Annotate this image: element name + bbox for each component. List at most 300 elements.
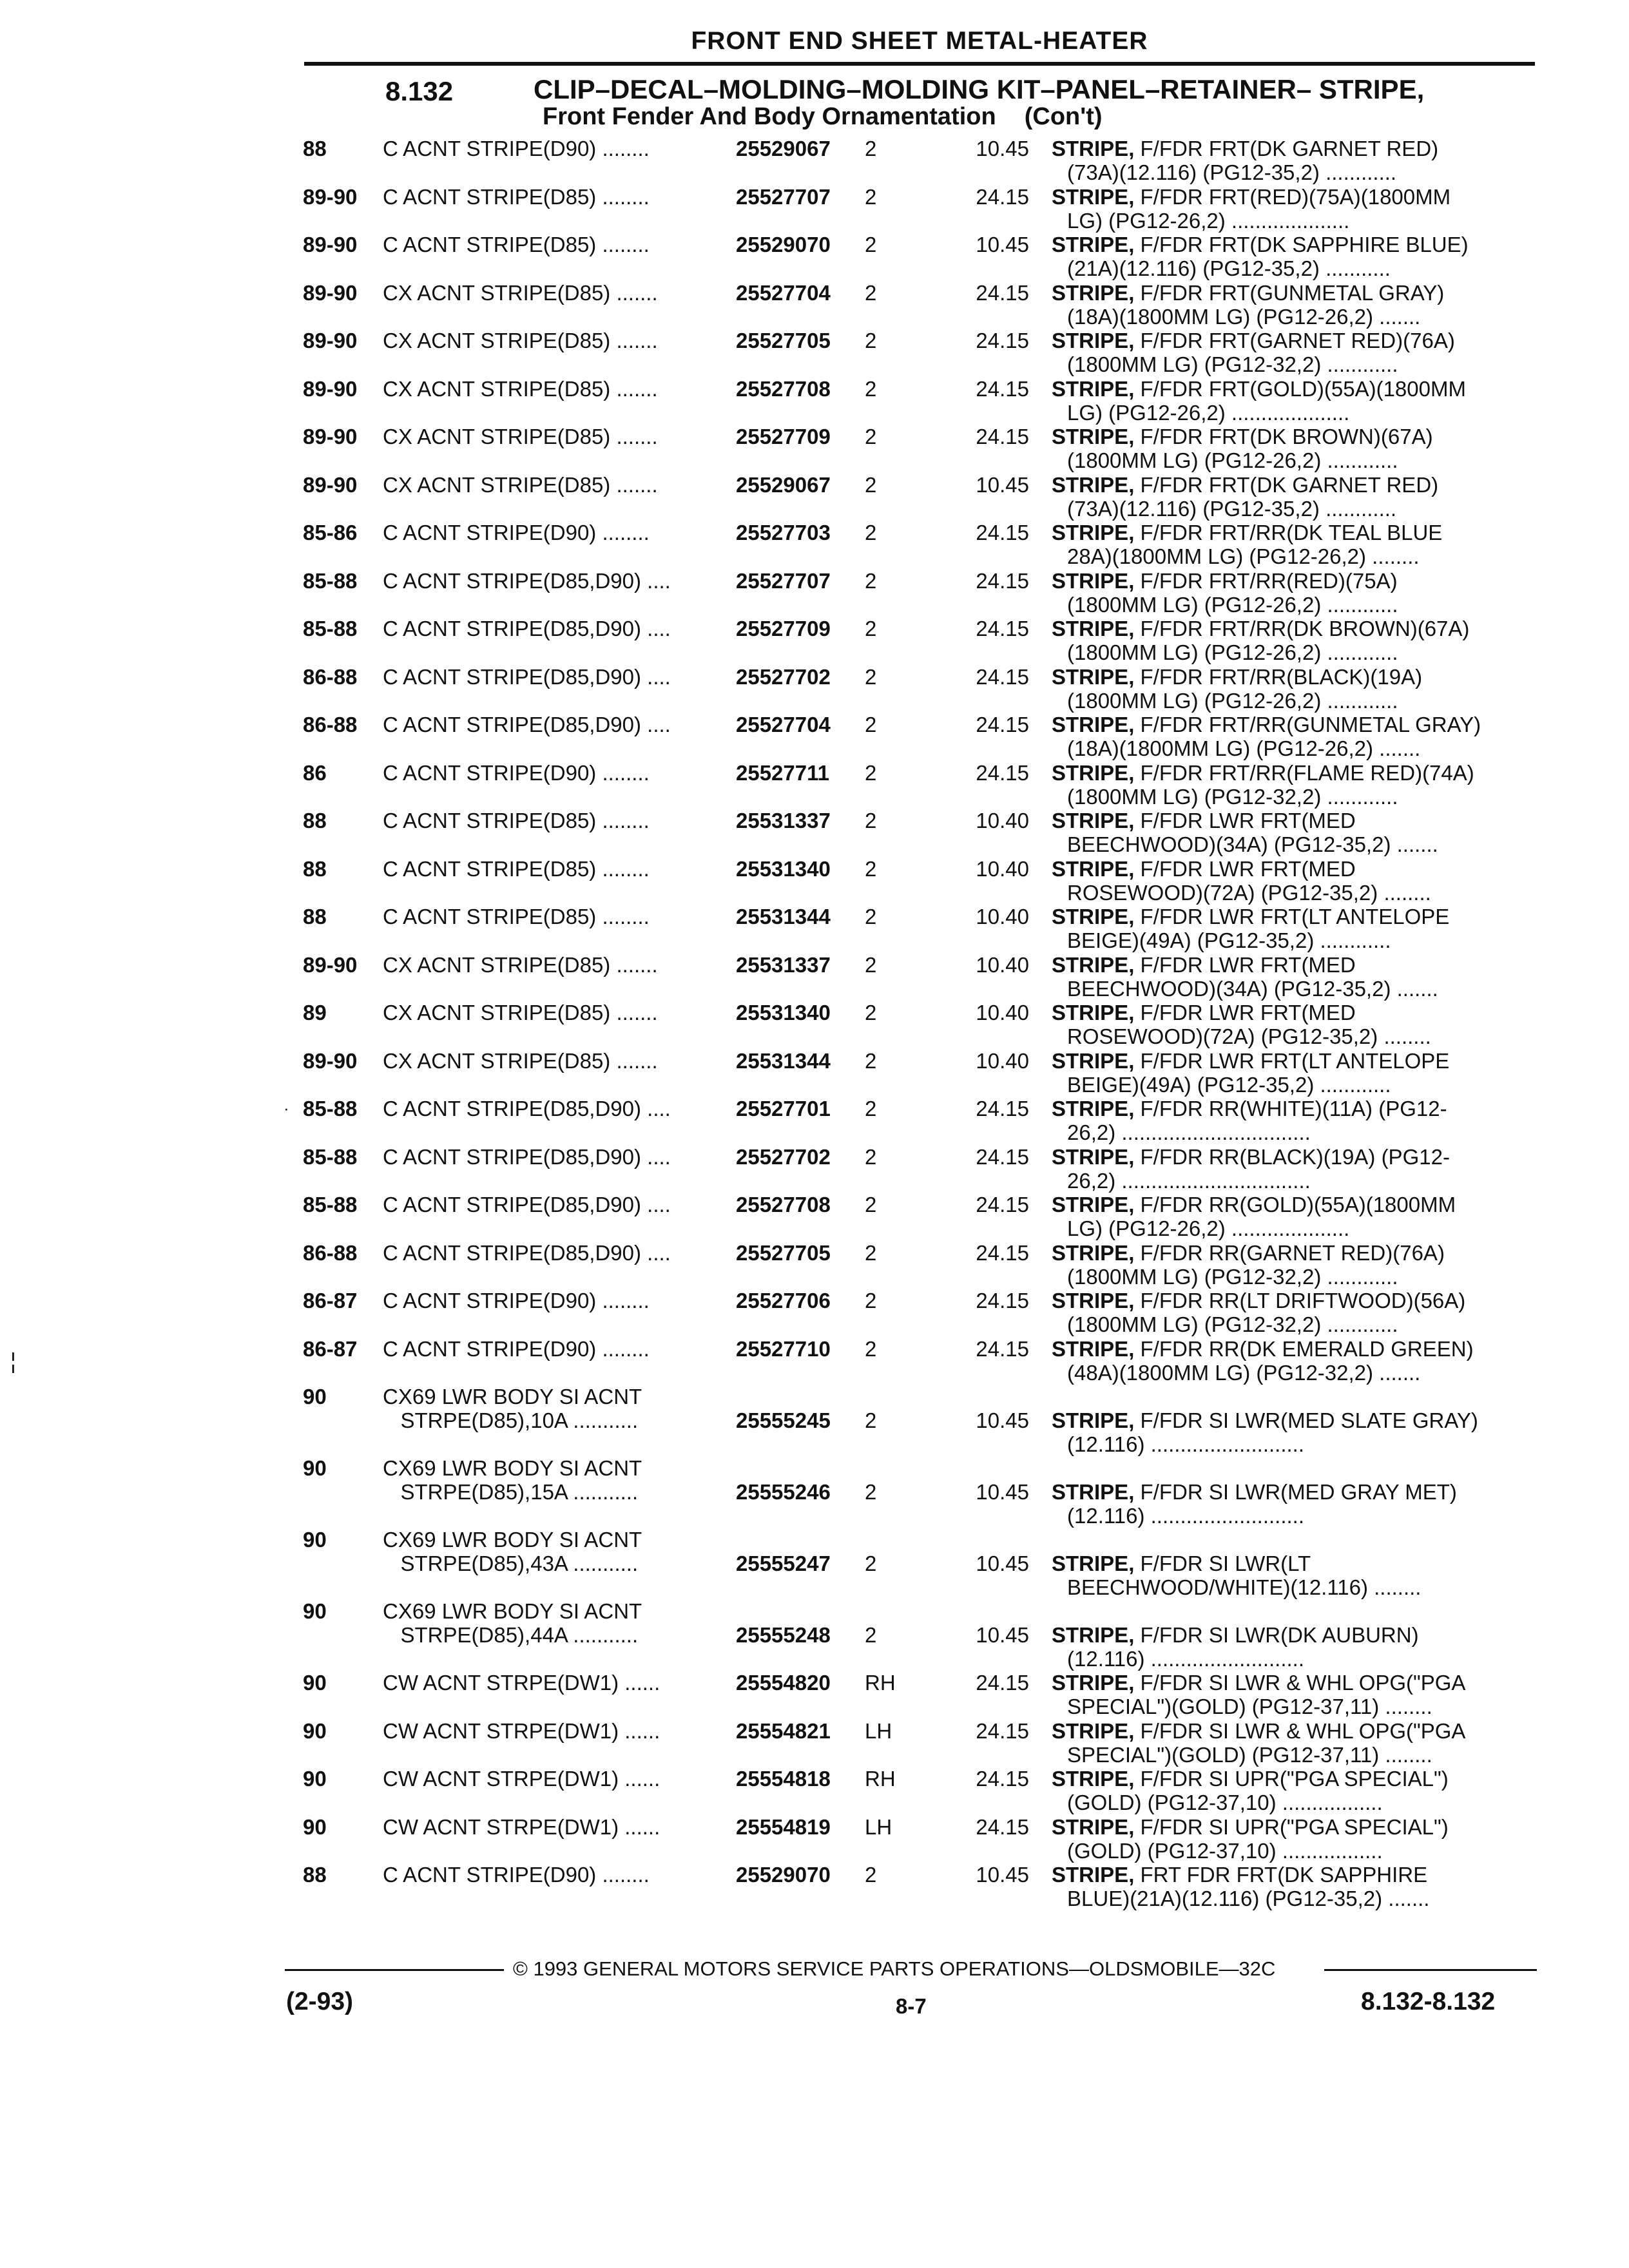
description-keyword: STRIPE, xyxy=(1052,1767,1135,1791)
model-year: 88 xyxy=(303,856,327,881)
description xyxy=(1052,809,1541,856)
description-text: F/FDR RR(DK EMERALD GREEN) xyxy=(1134,1336,1474,1361)
model-year: 89-90 xyxy=(303,184,358,209)
description xyxy=(1052,1480,1541,1528)
description-text: F/FDR FRT(DK GARNET RED) xyxy=(1134,472,1439,497)
section-number: 8.132 xyxy=(385,76,454,106)
quantity: 2 xyxy=(865,1144,877,1169)
description-text: F/FDR FRT/RR(DK TEAL BLUE xyxy=(1134,521,1443,544)
description-text: FRT FDR FRT(DK SAPPHIRE xyxy=(1134,1863,1428,1887)
application-code xyxy=(383,425,736,448)
part-number: 25527701 xyxy=(736,1097,831,1120)
description-text: F/FDR FRT(DK SAPPHIRE BLUE) xyxy=(1134,233,1469,256)
description xyxy=(1052,473,1541,521)
part-number: 25527705 xyxy=(736,329,831,352)
description-keyword: STRIPE, xyxy=(1052,1480,1135,1504)
description-text: F/FDR FRT/RR(BLACK)(19A) xyxy=(1134,664,1423,689)
application-code-text: C ACNT STRIPE(D90) ........ xyxy=(383,521,650,544)
part-number: 25529070 xyxy=(736,233,831,256)
description xyxy=(1052,1337,1541,1385)
application-code xyxy=(383,473,736,497)
application-code-line1: CX69 LWR BODY SI ACNT xyxy=(383,1385,642,1408)
price: 24.15 xyxy=(976,1336,1029,1361)
list-item xyxy=(298,281,1541,329)
description xyxy=(1052,1815,1541,1863)
list-item xyxy=(298,377,1541,425)
list-item xyxy=(298,1815,1541,1863)
application-code-text: C ACNT STRIPE(D85,D90) .... xyxy=(383,1240,671,1265)
description-line2: ROSEWOOD)(72A) (PG12-35,2) ........ xyxy=(1067,1024,1431,1048)
list-item xyxy=(298,473,1541,521)
description-text: F/FDR LWR FRT(MED xyxy=(1134,856,1356,881)
application-code-line1: CX69 LWR BODY SI ACNT xyxy=(383,1456,642,1480)
description-line2: (1800MM LG) (PG12-26,2) ............ xyxy=(1067,592,1398,617)
list-item xyxy=(298,1719,1541,1767)
model-year: 85-88 xyxy=(303,617,358,640)
description-keyword: STRIPE, xyxy=(1052,1240,1135,1265)
list-item xyxy=(298,1767,1541,1815)
model-year: 89-90 xyxy=(303,329,358,352)
quantity: 2 xyxy=(865,1480,877,1504)
part-number: 25529067 xyxy=(736,472,831,497)
application-code xyxy=(383,1767,736,1791)
price: 24.15 xyxy=(976,1289,1029,1312)
application-code xyxy=(383,1289,736,1312)
quantity: 2 xyxy=(865,425,877,448)
list-item xyxy=(298,329,1541,377)
application-code-text: C ACNT STRIPE(D85) ........ xyxy=(383,233,650,256)
description-keyword: STRIPE, xyxy=(1052,617,1135,640)
description-line1 xyxy=(1052,857,1541,881)
application-code xyxy=(383,1719,736,1743)
price: 24.15 xyxy=(976,1814,1029,1839)
description-line2: (GOLD) (PG12-37,10) ................. xyxy=(1067,1791,1383,1814)
description xyxy=(1052,905,1541,952)
application-code xyxy=(383,1671,736,1695)
model-year: 88 xyxy=(303,809,327,832)
list-item xyxy=(298,953,1541,1001)
description-line1 xyxy=(1052,1719,1541,1743)
description-text: F/FDR SI LWR(MED SLATE GRAY) xyxy=(1134,1408,1478,1432)
description-line2: (18A)(1800MM LG) (PG12-26,2) ....... xyxy=(1067,304,1421,329)
description-line2: BEECHWOOD)(34A) (PG12-35,2) ....... xyxy=(1067,976,1438,1001)
application-code xyxy=(383,1599,736,1647)
description-keyword: STRIPE, xyxy=(1052,376,1135,401)
description-line1 xyxy=(1052,905,1541,928)
description-line1 xyxy=(1052,137,1541,160)
description-text: F/FDR FRT/RR(RED)(75A) xyxy=(1134,568,1398,593)
application-code-text: CX ACNT STRIPE(D85) ....... xyxy=(383,425,658,448)
part-number: 25555247 xyxy=(736,1552,831,1575)
application-code xyxy=(383,953,736,977)
model-year: 89-90 xyxy=(303,233,358,256)
description-line2: (1800MM LG) (PG12-32,2) ............ xyxy=(1067,1264,1398,1289)
quantity: 2 xyxy=(865,1623,877,1647)
description-line2: 26,2) ................................ xyxy=(1067,1120,1311,1144)
quantity: 2 xyxy=(865,1001,877,1024)
description-keyword: STRIPE, xyxy=(1052,952,1135,977)
price: 10.45 xyxy=(976,1480,1029,1504)
description-text: F/FDR SI LWR(LT xyxy=(1134,1552,1311,1575)
description-keyword: STRIPE, xyxy=(1052,1144,1135,1169)
application-code-text: C ACNT STRIPE(D90) ........ xyxy=(383,1863,650,1887)
description xyxy=(1052,377,1541,425)
model-year: 90 xyxy=(303,1671,327,1695)
list-item xyxy=(298,1337,1541,1385)
description xyxy=(1052,1863,1541,1910)
part-number: 25554820 xyxy=(736,1671,831,1695)
application-code xyxy=(383,1049,736,1073)
footer-section-range: 8.132-8.132 xyxy=(1361,1988,1496,2015)
application-code xyxy=(383,1337,736,1361)
description-text: F/FDR RR(GOLD)(55A)(1800MM xyxy=(1134,1193,1456,1216)
price: 24.15 xyxy=(976,1144,1029,1169)
model-year: 90 xyxy=(303,1456,327,1480)
application-code xyxy=(383,905,736,928)
part-number: 25527705 xyxy=(736,1240,831,1265)
application-code xyxy=(383,377,736,401)
part-number: 25531337 xyxy=(736,809,831,832)
description-line1 xyxy=(1052,1671,1541,1695)
model-year: 90 xyxy=(303,1599,327,1623)
description-line2: BEECHWOOD/WHITE)(12.116) ........ xyxy=(1067,1575,1422,1599)
model-year: 88 xyxy=(303,905,327,928)
description-keyword: STRIPE, xyxy=(1052,713,1135,736)
part-number: 25555245 xyxy=(736,1408,831,1432)
description-text: F/FDR FRT(GOLD)(55A)(1800MM xyxy=(1134,376,1466,401)
part-number: 25527707 xyxy=(736,184,831,209)
description-line1 xyxy=(1052,1337,1541,1361)
application-code-text: CX ACNT STRIPE(D85) ....... xyxy=(383,329,658,352)
footer-rule-right xyxy=(1324,1969,1537,1971)
description-keyword: STRIPE, xyxy=(1052,1048,1135,1073)
list-item xyxy=(298,1863,1541,1911)
description xyxy=(1052,1767,1541,1814)
application-code-text: CW ACNT STRPE(DW1) ...... xyxy=(383,1767,660,1791)
price: 24.15 xyxy=(976,329,1029,352)
description-text: F/FDR LWR FRT(MED xyxy=(1134,809,1356,832)
description xyxy=(1052,1193,1541,1240)
part-number: 25531337 xyxy=(736,952,831,977)
section-title-cont: (Con't) xyxy=(1024,103,1103,130)
application-code-text: CX ACNT STRIPE(D85) ....... xyxy=(383,1001,658,1024)
application-code xyxy=(383,1097,736,1120)
quantity: 2 xyxy=(865,137,877,160)
price: 10.40 xyxy=(976,809,1029,832)
description-keyword: STRIPE, xyxy=(1052,280,1135,305)
quantity: 2 xyxy=(865,713,877,736)
application-code-text: C ACNT STRIPE(D85) ........ xyxy=(383,856,650,881)
description xyxy=(1052,281,1541,329)
model-year: 89-90 xyxy=(303,425,358,448)
description-line1 xyxy=(1052,569,1541,593)
price: 24.15 xyxy=(976,521,1029,544)
description-line1 xyxy=(1052,281,1541,305)
application-code xyxy=(383,1241,736,1265)
description-text: F/FDR FRT(DK BROWN)(67A) xyxy=(1134,425,1433,448)
quantity: 2 xyxy=(865,664,877,689)
description-text: F/FDR RR(WHITE)(11A) (PG12- xyxy=(1134,1097,1447,1120)
description-text: F/FDR SI LWR & WHL OPG("PGA xyxy=(1134,1718,1466,1743)
price: 24.15 xyxy=(976,1671,1029,1695)
description xyxy=(1052,713,1541,760)
description-keyword: STRIPE, xyxy=(1052,856,1135,881)
description-keyword: STRIPE, xyxy=(1052,1814,1135,1839)
part-number: 25529067 xyxy=(736,137,831,160)
application-code-text: C ACNT STRIPE(D85,D90) .... xyxy=(383,568,671,593)
description-text: F/FDR FRT(GUNMETAL GRAY) xyxy=(1134,280,1445,305)
description-line1 xyxy=(1052,809,1541,832)
description-line1 xyxy=(1052,617,1541,640)
description-line2: BEIGE)(49A) (PG12-35,2) ............ xyxy=(1067,928,1391,952)
application-code-text: STRPE(D85),10A ........... xyxy=(383,1408,639,1432)
application-code-text: C ACNT STRIPE(D85) ........ xyxy=(383,905,650,928)
application-code-text: C ACNT STRIPE(D85,D90) .... xyxy=(383,1097,671,1120)
description-keyword: STRIPE, xyxy=(1052,137,1135,160)
list-item xyxy=(298,1145,1541,1193)
application-code xyxy=(383,809,736,832)
application-code-text: C ACNT STRIPE(D85) ........ xyxy=(383,809,650,832)
quantity: 2 xyxy=(865,856,877,881)
quantity: 2 xyxy=(865,1193,877,1216)
list-item xyxy=(298,665,1541,713)
price: 24.15 xyxy=(976,1718,1029,1743)
quantity: 2 xyxy=(865,1289,877,1312)
description-keyword: STRIPE, xyxy=(1052,472,1135,497)
description xyxy=(1052,569,1541,617)
application-code-text: C ACNT STRIPE(D85,D90) .... xyxy=(383,664,671,689)
application-code-line1: CX69 LWR BODY SI ACNT xyxy=(383,1528,642,1552)
description-line2: ROSEWOOD)(72A) (PG12-35,2) ........ xyxy=(1067,880,1431,905)
description xyxy=(1052,233,1541,280)
part-number: 25527704 xyxy=(736,713,831,736)
price: 24.15 xyxy=(976,760,1029,785)
list-item xyxy=(298,905,1541,953)
description-line2: (1800MM LG) (PG12-32,2) ............ xyxy=(1067,784,1398,809)
description-keyword: STRIPE, xyxy=(1052,1289,1135,1312)
part-number: 25531344 xyxy=(736,1048,831,1073)
application-code-text: CW ACNT STRPE(DW1) ...... xyxy=(383,1814,660,1839)
price: 24.15 xyxy=(976,376,1029,401)
description xyxy=(1052,761,1541,809)
description xyxy=(1052,1671,1541,1718)
application-code-text: C ACNT STRIPE(D85,D90) .... xyxy=(383,713,671,736)
model-year: 89-90 xyxy=(303,952,358,977)
description-keyword: STRIPE, xyxy=(1052,664,1135,689)
application-code-text: C ACNT STRIPE(D85,D90) .... xyxy=(383,1193,671,1216)
model-year: 90 xyxy=(303,1718,327,1743)
model-year: 85-88 xyxy=(303,1193,358,1216)
description-keyword: STRIPE, xyxy=(1052,568,1135,593)
list-item xyxy=(298,1599,1541,1671)
application-code xyxy=(383,1145,736,1169)
description xyxy=(1052,521,1541,568)
model-year: 90 xyxy=(303,1814,327,1839)
application-code xyxy=(383,185,736,209)
part-number: 25527708 xyxy=(736,376,831,401)
quantity: 2 xyxy=(865,1240,877,1265)
description-text: F/FDR LWR FRT(LT ANTELOPE xyxy=(1134,1048,1450,1073)
description-text: F/FDR SI LWR(DK AUBURN) xyxy=(1134,1623,1419,1647)
quantity: 2 xyxy=(865,329,877,352)
quantity: 2 xyxy=(865,1863,877,1887)
quantity: 2 xyxy=(865,376,877,401)
description-line1 xyxy=(1052,425,1541,448)
list-item xyxy=(298,713,1541,761)
model-year: 86-88 xyxy=(303,713,358,736)
description-line1 xyxy=(1052,329,1541,352)
list-item xyxy=(298,1385,1541,1456)
quantity: 2 xyxy=(865,760,877,785)
model-year: 89-90 xyxy=(303,280,358,305)
model-year: 86 xyxy=(303,760,327,785)
price: 24.15 xyxy=(976,713,1029,736)
part-number: 25527703 xyxy=(736,521,831,544)
application-code-text: CW ACNT STRPE(DW1) ...... xyxy=(383,1718,660,1743)
part-number: 25531344 xyxy=(736,905,831,928)
part-number: 25527706 xyxy=(736,1289,831,1312)
description xyxy=(1052,665,1541,713)
model-year: 86-88 xyxy=(303,664,358,689)
description-keyword: STRIPE, xyxy=(1052,760,1135,785)
list-item xyxy=(298,185,1541,233)
description-keyword: STRIPE, xyxy=(1052,1863,1135,1887)
description-line1 xyxy=(1052,1001,1541,1024)
section-title xyxy=(534,76,1424,130)
application-code xyxy=(383,1385,736,1432)
quantity: 2 xyxy=(865,1048,877,1073)
part-number: 25555248 xyxy=(736,1623,831,1647)
description-line2: 28A)(1800MM LG) (PG12-26,2) ........ xyxy=(1067,544,1420,568)
description xyxy=(1052,1241,1541,1289)
list-item xyxy=(284,1097,1541,1145)
description-line2: BEIGE)(49A) (PG12-35,2) ............ xyxy=(1067,1072,1391,1097)
description-line2: (1800MM LG) (PG12-26,2) ............ xyxy=(1067,448,1398,472)
price: 10.45 xyxy=(976,1863,1029,1887)
description xyxy=(1052,1552,1541,1599)
description-text: F/FDR FRT/RR(DK BROWN)(67A) xyxy=(1134,617,1470,640)
model-year: 88 xyxy=(303,137,327,160)
quantity: RH xyxy=(865,1767,896,1791)
model-year: 86-88 xyxy=(303,1240,358,1265)
application-code xyxy=(383,233,736,256)
list-item xyxy=(298,1456,1541,1528)
part-number: 25554821 xyxy=(736,1718,831,1743)
description-line2: (GOLD) (PG12-37,10) ................. xyxy=(1067,1838,1383,1863)
description-keyword: STRIPE, xyxy=(1052,521,1135,544)
application-code xyxy=(383,1815,736,1839)
footer-copyright: © 1993 GENERAL MOTORS SERVICE PARTS OPERATIONS—OLDSMOBILE—32C xyxy=(513,1957,1276,1980)
price: 10.45 xyxy=(976,1552,1029,1575)
application-code-text: C ACNT STRIPE(D90) ........ xyxy=(383,1336,650,1361)
application-code-text: CX ACNT STRIPE(D85) ....... xyxy=(383,952,658,977)
quantity: 2 xyxy=(865,184,877,209)
description xyxy=(1052,953,1541,1001)
list-item xyxy=(298,233,1541,281)
part-number: 25527711 xyxy=(736,760,830,785)
header-rule xyxy=(304,62,1535,66)
description-line2: BEECHWOOD)(34A) (PG12-35,2) ....... xyxy=(1067,832,1438,856)
footer-date-code: (2-93) xyxy=(286,1988,354,2015)
application-code xyxy=(383,857,736,881)
description-keyword: STRIPE, xyxy=(1052,329,1135,352)
section-title-subtitle: Front Fender And Body Ornamentation xyxy=(543,103,996,130)
quantity: 2 xyxy=(865,472,877,497)
description-text: F/FDR LWR FRT(MED xyxy=(1134,1001,1356,1024)
application-code-text: C ACNT STRIPE(D90) ........ xyxy=(383,137,650,160)
description-keyword: STRIPE, xyxy=(1052,1408,1135,1432)
quantity: RH xyxy=(865,1671,896,1695)
price: 10.45 xyxy=(976,472,1029,497)
part-number: 25527704 xyxy=(736,280,831,305)
description-line2: (18A)(1800MM LG) (PG12-26,2) ....... xyxy=(1067,736,1421,760)
price: 24.15 xyxy=(976,184,1029,209)
description-line1 xyxy=(1052,521,1541,544)
price: 10.45 xyxy=(976,137,1029,160)
part-number: 25527707 xyxy=(736,568,831,593)
list-item xyxy=(298,1241,1541,1289)
application-code-text: C ACNT STRIPE(D85,D90) .... xyxy=(383,1144,671,1169)
description-keyword: STRIPE, xyxy=(1052,905,1135,928)
description-line1 xyxy=(1052,665,1541,689)
quantity: 2 xyxy=(865,905,877,928)
application-code-text: CX ACNT STRIPE(D85) ....... xyxy=(383,376,658,401)
description-line2: (21A)(12.116) (PG12-35,2) ........... xyxy=(1067,256,1391,280)
price: 10.45 xyxy=(976,1408,1029,1432)
description-line2: 26,2) ................................ xyxy=(1067,1168,1311,1193)
parts-list xyxy=(284,137,1541,1911)
description-text: F/FDR FRT(GARNET RED)(76A) xyxy=(1134,329,1455,352)
description-text: F/FDR LWR FRT(MED xyxy=(1134,952,1356,977)
price: 24.15 xyxy=(976,280,1029,305)
description xyxy=(1052,1289,1541,1336)
description-text: F/FDR FRT(RED)(75A)(1800MM xyxy=(1134,184,1451,209)
description-text: F/FDR RR(BLACK)(19A) (PG12- xyxy=(1134,1144,1450,1169)
quantity: 2 xyxy=(865,568,877,593)
description xyxy=(1052,1623,1541,1671)
description-line2: SPECIAL")(GOLD) (PG12-37,11) ........ xyxy=(1067,1742,1432,1767)
description-line1 xyxy=(1052,1289,1541,1312)
application-code xyxy=(383,281,736,305)
description-line1 xyxy=(1052,1480,1541,1504)
margin-mark: ¦ xyxy=(10,1349,16,1374)
description-line1 xyxy=(1052,953,1541,977)
description-text: F/FDR RR(GARNET RED)(76A) xyxy=(1134,1240,1445,1265)
description-line1 xyxy=(1052,1145,1541,1169)
quantity: 2 xyxy=(865,233,877,256)
price: 24.15 xyxy=(976,425,1029,448)
quantity: LH xyxy=(865,1718,892,1743)
description-line1 xyxy=(1052,473,1541,497)
price: 10.40 xyxy=(976,905,1029,928)
description-keyword: STRIPE, xyxy=(1052,1671,1135,1695)
quantity: 2 xyxy=(865,1408,877,1432)
model-year: 89-90 xyxy=(303,376,358,401)
application-code xyxy=(383,521,736,544)
description-line2: (1800MM LG) (PG12-32,2) ............ xyxy=(1067,352,1398,376)
quantity: 2 xyxy=(865,809,877,832)
description-text: F/FDR SI LWR & WHL OPG("PGA xyxy=(1134,1671,1466,1695)
part-number: 25531340 xyxy=(736,856,831,881)
part-number: 25527709 xyxy=(736,425,831,448)
quantity: 2 xyxy=(865,1552,877,1575)
list-item xyxy=(298,425,1541,473)
application-code xyxy=(383,569,736,593)
row-bullet: · xyxy=(284,1099,289,1118)
price: 10.40 xyxy=(976,1001,1029,1024)
description-line2: (1800MM LG) (PG12-32,2) ............ xyxy=(1067,1312,1398,1336)
description-line2: LG) (PG12-26,2) .................... xyxy=(1067,208,1350,233)
